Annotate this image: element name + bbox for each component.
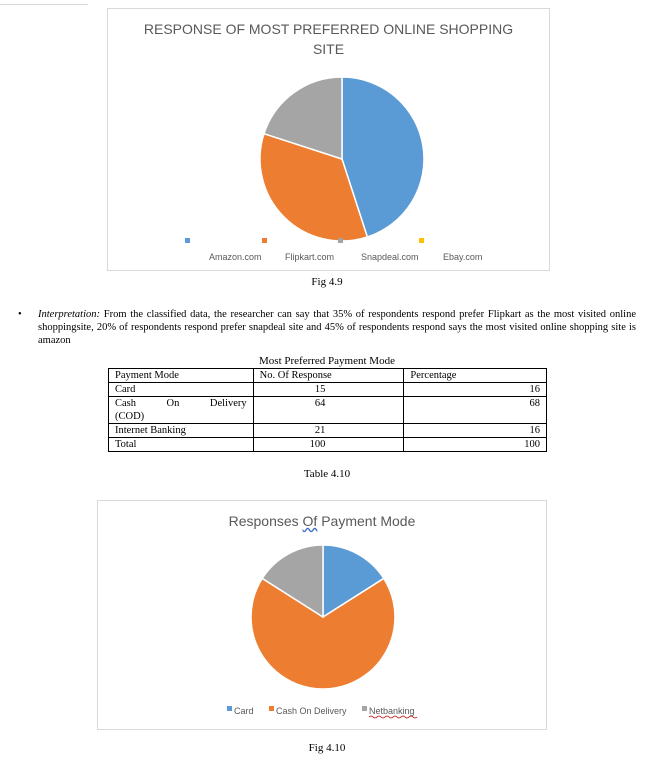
table-header-row bbox=[109, 369, 547, 383]
cell-response: 100 bbox=[253, 438, 404, 452]
cell-percentage: 16 bbox=[404, 383, 547, 397]
legend-swatch-snapdeal-com bbox=[338, 238, 343, 243]
cell-mode: Internet Banking bbox=[109, 424, 254, 438]
chart2-title-post: Payment Mode bbox=[317, 513, 416, 529]
legend-label-card: Card bbox=[234, 706, 254, 716]
cell-percentage: 68 bbox=[404, 397, 547, 424]
header-percentage: Percentage bbox=[404, 369, 547, 383]
fig2-caption: Fig 4.10 bbox=[308, 742, 346, 754]
interpretation-paragraph bbox=[18, 308, 636, 347]
cell-percentage: 100 bbox=[404, 438, 547, 452]
legend-swatch-flipkart-com bbox=[262, 238, 267, 243]
payment-mode-table bbox=[108, 368, 547, 452]
cell-percentage: 16 bbox=[404, 424, 547, 438]
legend-swatch-ebay-com bbox=[419, 238, 424, 243]
page-top-rule bbox=[0, 4, 88, 5]
legend-swatch-amazon-com bbox=[185, 238, 190, 243]
legend-label-ebay-com: Ebay.com bbox=[443, 252, 483, 262]
cell-mode: Card bbox=[109, 383, 254, 397]
spellcheck-underline bbox=[369, 716, 417, 718]
fig1-caption: Fig 4.9 bbox=[311, 276, 343, 288]
legend-label-netbanking: Netbanking bbox=[369, 706, 415, 716]
header-payment-mode: Payment Mode bbox=[109, 369, 254, 383]
cell-response: 64 bbox=[253, 397, 404, 424]
header-no-of-response: No. Of Response bbox=[253, 369, 404, 383]
chart2-pie bbox=[98, 501, 548, 731]
table-caption: Table 4.10 bbox=[303, 468, 351, 480]
legend-swatch-cash-on-delivery bbox=[269, 706, 274, 711]
chart1-title-line2: SITE bbox=[312, 41, 345, 57]
legend-label-amazon-com: Amazon.com bbox=[209, 252, 262, 262]
bullet-icon: • bbox=[18, 309, 22, 320]
legend-swatch-netbanking bbox=[362, 706, 367, 711]
cod-word-delivery: Delivery bbox=[209, 398, 247, 409]
legend-label-flipkart-com: Flipkart.com bbox=[285, 252, 335, 262]
legend-swatch-card bbox=[227, 706, 232, 711]
cod-word-on: On bbox=[166, 398, 180, 409]
table-title: Most Preferred Payment Mode bbox=[259, 355, 395, 367]
table-row bbox=[109, 438, 547, 452]
shopping-site-chart bbox=[107, 8, 550, 271]
table-row bbox=[109, 424, 547, 438]
cod-word-cash: Cash bbox=[115, 398, 136, 409]
legend-label-cash-on-delivery: Cash On Delivery bbox=[276, 706, 347, 716]
cell-response: 21 bbox=[253, 424, 404, 438]
cell-response: 15 bbox=[253, 383, 404, 397]
cod-line2: (COD) bbox=[115, 411, 145, 422]
interpretation-text: From the classified data, the researcher can say that 35% of respondents respond prefer Flipkart as the most visited online shoppingsite, 20% of respondents respond prefer snapdeal site and 45% of respondents respond says the most visited online shopping site is amazon bbox=[38, 309, 636, 346]
cell-mode bbox=[109, 397, 254, 424]
cod-line1 bbox=[115, 397, 247, 410]
payment-mode-chart bbox=[97, 500, 547, 730]
interpretation-label: Interpretation: bbox=[38, 309, 101, 320]
table-row bbox=[109, 383, 547, 397]
chart1-pie bbox=[108, 9, 551, 272]
chart2-title-pre: Responses bbox=[228, 513, 303, 529]
chart2-title-word: Of bbox=[302, 513, 318, 529]
cell-mode: Total bbox=[109, 438, 254, 452]
chart1-title-line1: RESPONSE OF MOST PREFERRED ONLINE SHOPPING bbox=[143, 21, 514, 37]
legend-label-snapdeal-com: Snapdeal.com bbox=[361, 252, 419, 262]
table-row bbox=[109, 397, 547, 424]
